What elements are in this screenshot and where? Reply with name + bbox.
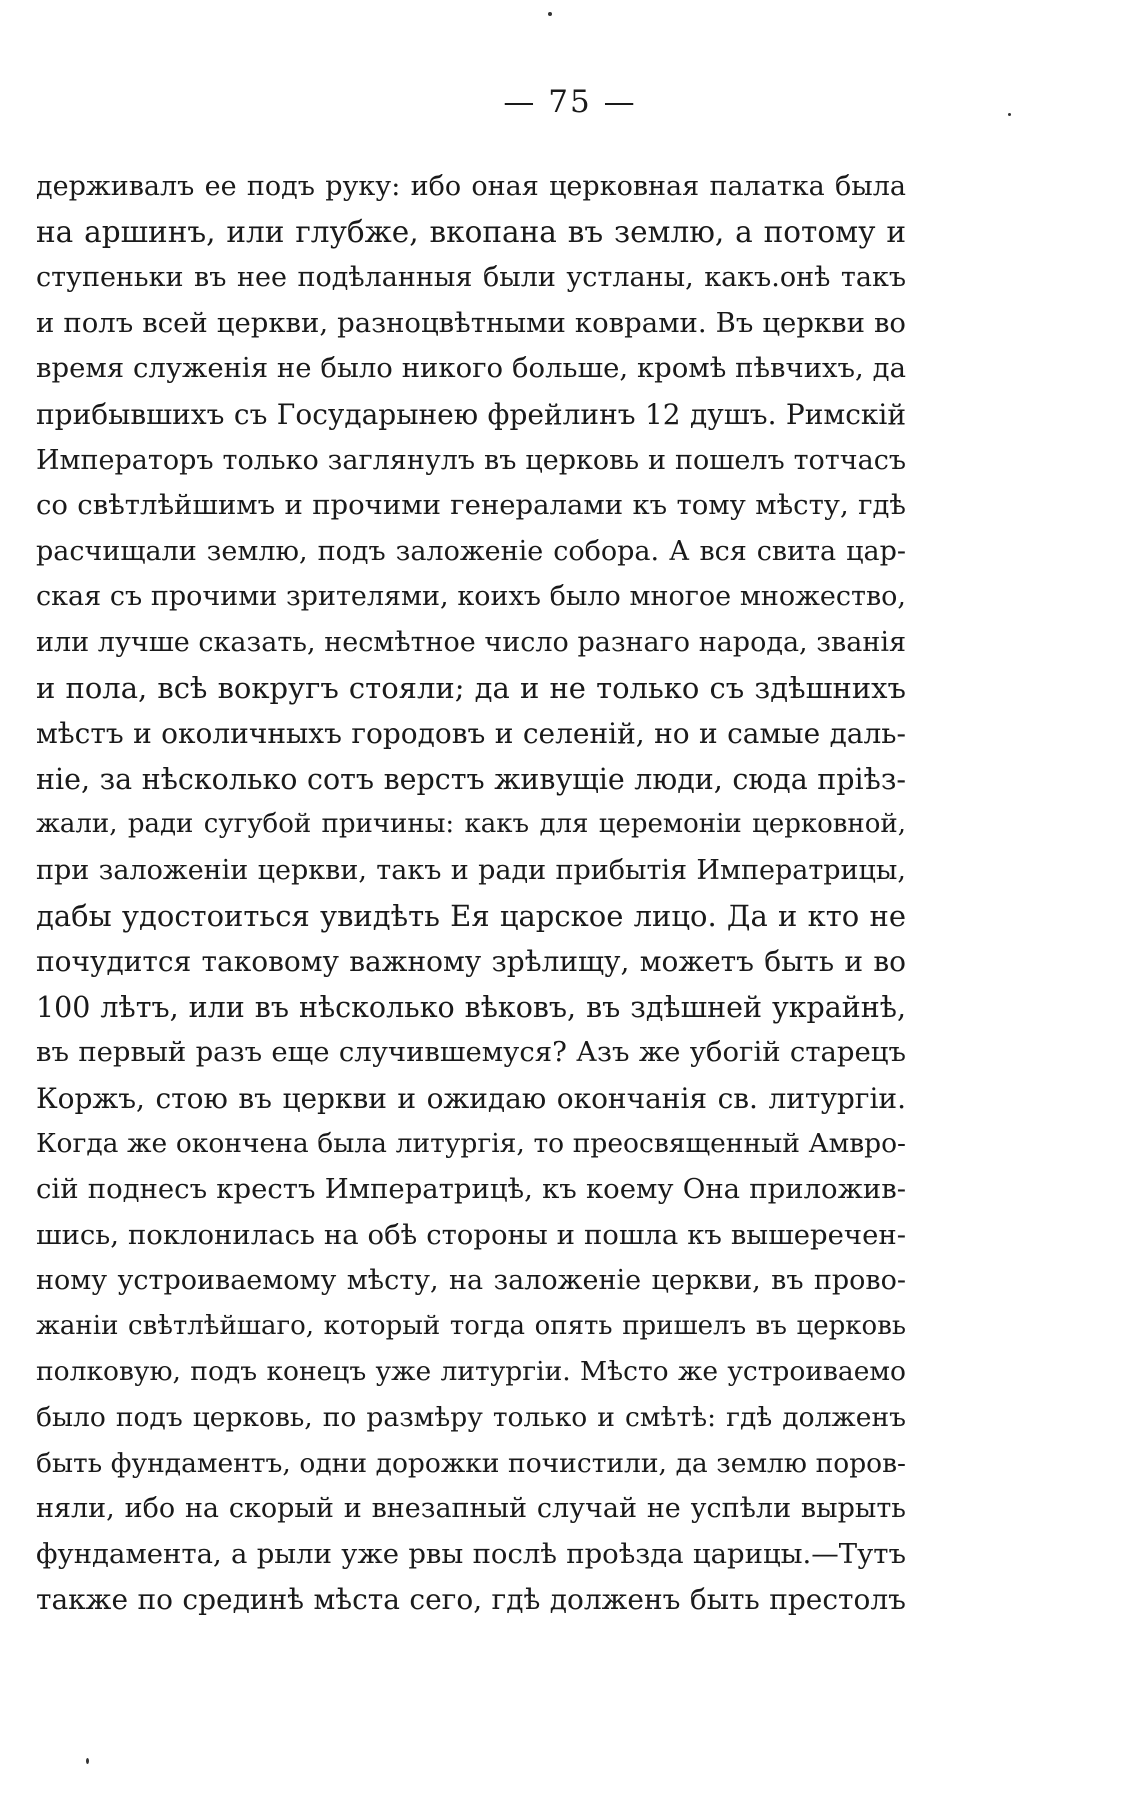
text-line: со свѣтлѣйшимъ и прочими генералами къ тому мѣсту, гдѣ: [36, 489, 906, 522]
text-line: быть фундаментъ, одни дорожки почистили, да землю поров-: [36, 1447, 906, 1479]
text-line: расчищали землю, подъ заложеніе собора. А вся свита цар-: [36, 535, 906, 567]
page-number: — 75 —: [503, 84, 637, 120]
text-line: сій поднесъ крестъ Императрицѣ, къ коему Она приложив-: [36, 1173, 906, 1206]
text-line: на аршинъ, или глубже, вкопана въ землю, а потому и: [36, 214, 906, 249]
text-line: ному устроиваемому мѣсту, на заложеніе церкви, въ прово-: [36, 1265, 906, 1297]
text-line: жаніи свѣтлѣйшаго, который тогда опять пришелъ въ церковь: [36, 1310, 906, 1341]
text-line: ская съ прочими зрителями, коихъ было многое множество,: [36, 581, 906, 613]
text-line: или лучше сказать, несмѣтное число разнаго народа, званія: [36, 626, 906, 658]
text-line: 100 лѣтъ, или въ нѣсколько вѣковъ, въ здѣшней украйнѣ,: [36, 990, 906, 1024]
body-text: [36, 164, 906, 1623]
text-line: фундамента, а рыли уже рвы послѣ проѣзда царицы.—Тутъ: [36, 1537, 906, 1570]
text-line: и пола, всѣ вокругъ стояли; да и не только съ здѣшнихъ: [36, 670, 906, 705]
text-line: было подъ церковь, по размѣру только и смѣтѣ: гдѣ долженъ: [36, 1402, 906, 1434]
text-line: держивалъ ее подъ руку: ибо оная церковная палатка была: [36, 171, 906, 202]
text-line: прибывшихъ съ Государынею фрейлинъ 12 душъ. Римскій: [36, 397, 906, 431]
text-line: няли, ибо на скорый и внезапный случай не успѣли вырыть: [36, 1493, 906, 1525]
text-line: Коржъ, стою въ церкви и ожидаю окончанія св. литургіи.: [36, 1081, 906, 1115]
text-line: почудится таковому важному зрѣлищу, можетъ быть и во: [36, 945, 906, 979]
text-line: ніе, за нѣсколько сотъ верстъ живущіе люди, сюда пріѣз-: [36, 762, 906, 796]
text-line: полковую, подъ конецъ уже литургіи. Мѣсто же устроиваемо: [36, 1356, 906, 1388]
text-line: шись, поклонилась на обѣ стороны и пошла къ вышеречен-: [36, 1218, 906, 1251]
text-line: ступеньки въ нее подѣланныя были устланы, какъ.онѣ такъ: [36, 262, 906, 294]
text-line: мѣстъ и околичныхъ городовъ и селеній, но и самые даль-: [36, 717, 906, 751]
text-line: и полъ всей церкви, разноцвѣтными коврами. Въ церкви во: [36, 306, 906, 339]
text-line: дабы удостоиться увидѣть Ея царское лицо. Да и кто не: [36, 898, 906, 933]
text-line: также по срединѣ мѣста сего, гдѣ долженъ быть престолъ: [36, 1583, 906, 1617]
text-line: при заложеніи церкви, такъ и ради прибытія Императрицы,: [36, 854, 906, 886]
ink-speck: [86, 1758, 89, 1764]
text-line: жали, ради сугубой причины: какъ для церемоніи церковной,: [36, 809, 906, 840]
ink-speck: [548, 12, 552, 16]
text-line: въ первый разъ еще случившемуся? Азъ же убогій старецъ: [36, 1036, 906, 1069]
text-line: время служенія не было никого больше, кромѣ пѣвчихъ, да: [36, 352, 906, 385]
text-line: Когда же окончена была литургія, то преосвященный Амвро-: [36, 1128, 906, 1160]
text-line: Императоръ только заглянулъ въ церковь и пошелъ тотчасъ: [36, 444, 906, 476]
